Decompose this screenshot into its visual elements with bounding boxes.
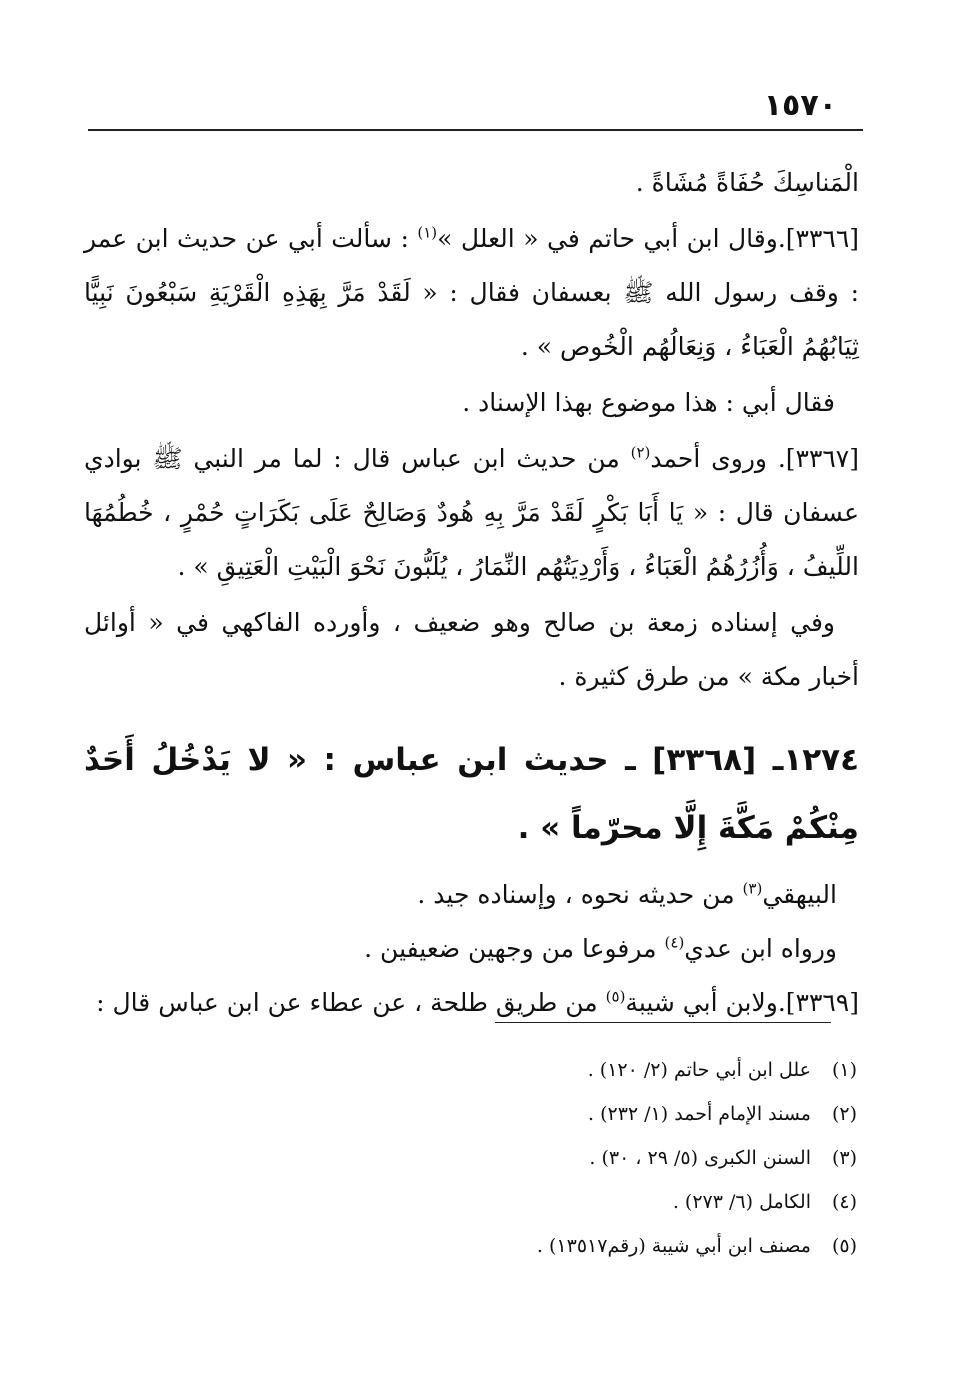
footnote-text: السنن الكبرى (٥/ ٢٩ ، ٣٠) . (589, 1147, 811, 1169)
footnote-number: (٤) (831, 1191, 857, 1213)
footnote-ref[interactable]: (٣) (742, 879, 763, 898)
paragraph-text: ورواه ابن عدي (684, 934, 837, 963)
sub-line-ibn-adi (84, 922, 837, 976)
page-number: ١٥٧٠ (763, 88, 837, 123)
paragraph-text: الْمَناسِكَ حُفَاةً مُشَاةً . (635, 168, 859, 197)
main-text (84, 150, 859, 1032)
paragraph-3366 (84, 212, 859, 374)
footnote-ref[interactable]: (٢) (630, 443, 651, 462)
paragraph-text: مرفوعا من وجهين ضعيفين . (364, 934, 665, 963)
paragraph-text: فقال أبي : هذا موضوع بهذا الإسناد . (462, 388, 835, 417)
footnote-number: (١) (831, 1059, 857, 1081)
paragraph-text: البيهقي (762, 880, 837, 909)
paragraph-text: [٣٣٦٧]. وروى أحمد (650, 444, 859, 473)
footnote-item (200, 1092, 857, 1136)
footnote-ref[interactable]: (٤) (664, 933, 685, 952)
footnote-ref[interactable]: (٥) (605, 987, 626, 1006)
paragraph-3367 (84, 432, 859, 594)
footnote-number: (٢) (831, 1103, 857, 1125)
paragraph-text: [٣٣٦٦].وقال ابن أبي حاتم في « العلل » (437, 224, 860, 253)
paragraph-continuation (84, 156, 859, 210)
paragraph-text: : سألت أبي عن حديث ابن عمر : وقف رسول الله ﷺ بعسفان فقال : « لَقَدْ مَرَّ بِهَذِهِ الْقَرْيَةِ سَبْعُونَ نَبِيًّا ثِيَابُهُمُ الْعَبَاءُ ، وَنِعَالُهُم الْخُوص » . (84, 224, 859, 361)
footnote-item (200, 1180, 857, 1224)
footnote-separator (495, 1022, 831, 1023)
footnote-item (200, 1224, 857, 1268)
footnote-text: الكامل (٦/ ٢٧٣) . (672, 1191, 811, 1213)
paragraph-text: من حديثه نحوه ، وإسناده جيد . (417, 880, 743, 909)
footnote-item (200, 1048, 857, 1092)
heading-text: ١٢٧٤ـ [٣٣٦٨] ـ حديث ابن عباس : « لا يَدْخُلُ أَحَدٌ مِنْكُمْ مَكَّةَ إِلَّا محرّماً » . (84, 742, 860, 846)
footnote-text: مصنف ابن أبي شيبة (رقم١٣٥١٧) . (536, 1235, 811, 1257)
paragraph-text: [٣٣٦٩].ولابن أبي شيبة (625, 988, 859, 1017)
footnote-number: (٥) (831, 1235, 857, 1257)
paragraph-ruling (84, 376, 859, 430)
footnote-text: علل ابن أبي حاتم (٢/ ١٢٠) . (587, 1059, 811, 1081)
paragraph-text: وفي إسناده زمعة بن صالح وهو ضعيف ، وأورده الفاكهي في « أوائل أخبار مكة » من طرق كثيرة . (84, 608, 859, 691)
sub-line-bayhaqi (84, 868, 837, 922)
paragraph-text: من طريق طلحة ، عن عطاء عن ابن عباس قال : (96, 988, 606, 1017)
paragraph-isnad (84, 596, 859, 704)
footnote-number: (٣) (831, 1147, 857, 1169)
footnote-item (200, 1136, 857, 1180)
footnote-text: مسند الإمام أحمد (١/ ٢٣٢) . (588, 1103, 811, 1125)
footnotes-list (200, 1048, 857, 1268)
header-rule (88, 129, 863, 131)
footnote-ref[interactable]: (١) (417, 223, 438, 242)
hadith-heading (84, 726, 859, 862)
paragraph-text: من حديث ابن عباس قال : لما مر النبي ﷺ بوادي عسفان قال : « يَا أَبَا بَكْرٍ لَقَدْ مَرَّ بِهِ هُودٌ وَصَالِحٌ عَلَى بَكَرَاتٍ حُمْرٍ ، خُطُمُهَا اللِّيفُ ، وَأُزُرُهُمُ الْعَبَاءُ ، وَأَرْدِيَتُهُم النِّمَارُ ، يُلَبُّونَ نَحْوَ الْبَيْتِ الْعَتِيقِ » . (84, 444, 859, 581)
